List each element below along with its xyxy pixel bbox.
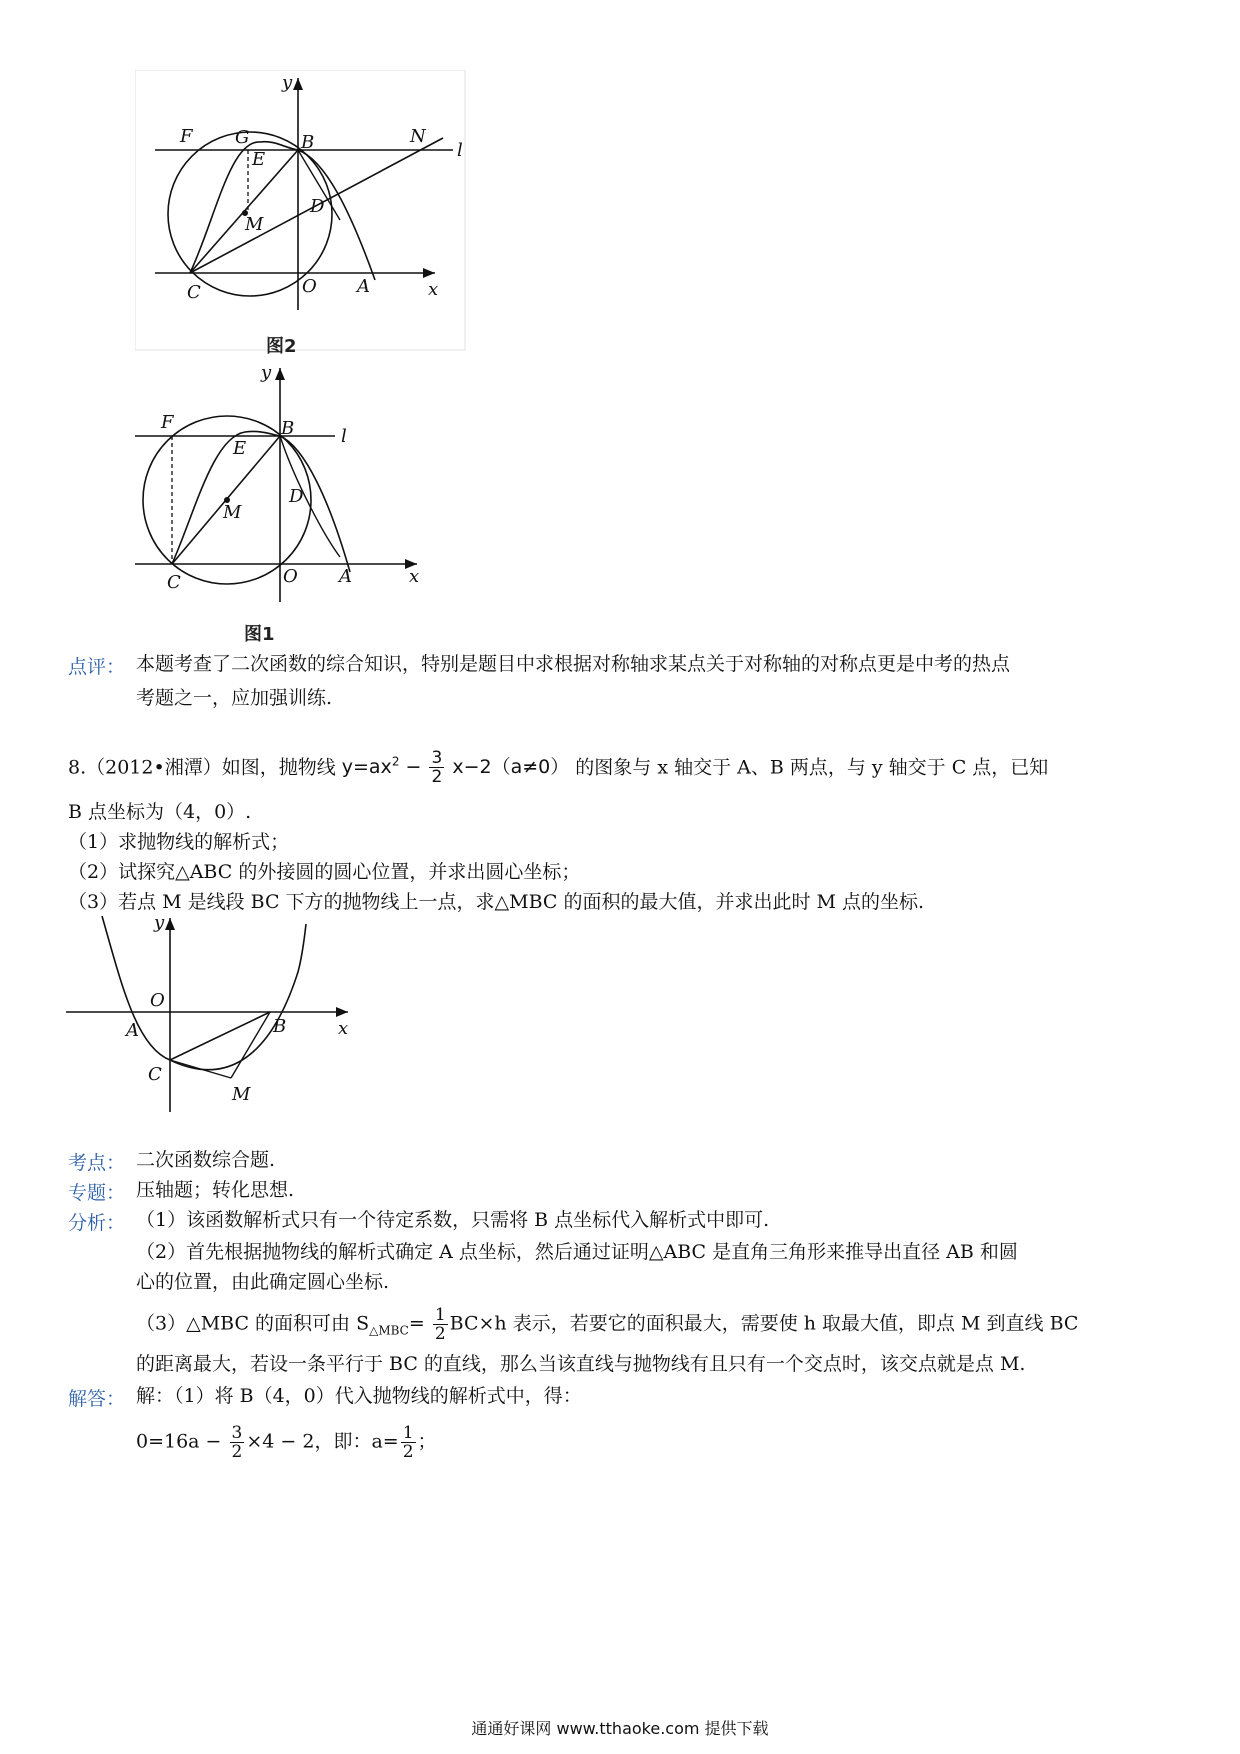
problem-intro: 8.（2012•湘潭）如图，抛物线: [68, 756, 336, 779]
review-line-2: 考题之一，应加强训练.: [136, 687, 333, 709]
half-fraction: [433, 1306, 448, 1343]
page-footer: 通通好课网 www.tthaoke.com 提供下载: [471, 1719, 769, 1738]
label-B: B: [301, 132, 315, 153]
label-M: M: [223, 502, 242, 523]
label-O: O: [283, 566, 298, 587]
equation-middle: ×4 − 2，即：a=: [246, 1430, 399, 1453]
label-l: l: [457, 140, 463, 161]
eq-fraction: [429, 749, 444, 786]
label-G: G: [235, 127, 250, 148]
area-subscript: △MBC: [369, 1323, 409, 1338]
equals-sign: =: [408, 1312, 425, 1335]
three-halves-fraction: [230, 1424, 245, 1461]
figure-1: [135, 362, 435, 612]
eq-part: y=ax: [341, 756, 392, 779]
half-fraction-result: [401, 1424, 416, 1461]
question-3: （3）若点 M 是线段 BC 下方的抛物线上一点，求△MBC 的面积的最大值，并求出此时 M 点的坐标.: [68, 891, 925, 913]
problem-8-line-1: [68, 746, 1048, 786]
label-N: N: [410, 126, 426, 147]
label-x: x: [409, 566, 420, 587]
figure-1-caption: 图1: [244, 624, 275, 645]
label-E: E: [252, 149, 266, 170]
review-tag: 点评：: [68, 656, 126, 678]
jieda-2: [136, 1424, 437, 1461]
label-A: A: [126, 1020, 139, 1041]
fraction-numerator: 3: [431, 748, 443, 769]
fraction-denominator: 2: [231, 1442, 243, 1462]
label-F: F: [161, 412, 174, 433]
fenxi-2b: 心的位置，由此确定圆心坐标.: [136, 1271, 390, 1293]
figure-2-diagram: [135, 70, 475, 360]
label-C: C: [148, 1064, 162, 1085]
label-M: M: [245, 214, 264, 235]
label-y: y: [154, 912, 165, 933]
label-x: x: [338, 1018, 349, 1039]
label-E: E: [233, 438, 247, 459]
fraction-denominator: 2: [434, 1324, 446, 1344]
eq-tail: x−2（a≠0）: [452, 756, 570, 779]
eq-minus: −: [405, 756, 422, 779]
label-O: O: [150, 990, 165, 1011]
parabola-equation: [341, 748, 576, 788]
label-D: D: [310, 196, 325, 217]
eq-exponent: 2: [391, 755, 400, 769]
figure-1-diagram: [135, 362, 435, 612]
fenxi-2a: （2）首先根据抛物线的解析式确定 A 点坐标，然后通过证明△ABC 是直角三角形来推导出直径 AB 和圆: [136, 1241, 1018, 1263]
label-A: A: [357, 276, 370, 297]
label-F: F: [180, 126, 193, 147]
fenxi-3a: [136, 1306, 1078, 1346]
label-B: B: [273, 1016, 287, 1037]
equation-end: ；: [417, 1430, 437, 1453]
fraction-denominator: 2: [431, 767, 443, 788]
figure-2-caption: 图2: [266, 336, 297, 357]
fenxi-1: （1）该函数解析式只有一个待定系数，只需将 B 点坐标代入解析式中即可.: [136, 1209, 770, 1231]
zhuanti-tag: 专题：: [68, 1182, 126, 1204]
label-y: y: [282, 72, 293, 93]
figure-3: [66, 912, 366, 1122]
fenxi-3-start: （3）△MBC 的面积可由 S: [136, 1312, 370, 1335]
label-D: D: [289, 486, 304, 507]
label-M: M: [232, 1084, 251, 1105]
jieda-1: 解：（1）将 B（4，0）代入抛物线的解析式中，得：: [136, 1385, 582, 1407]
fraction-numerator: 1: [402, 1423, 414, 1443]
label-B: B: [281, 418, 295, 439]
fraction-numerator: 3: [231, 1423, 243, 1443]
fenxi-3-rest: BC×h 表示，若要它的面积最大，需要使 h 取最大值，即点 M 到直线 BC: [449, 1312, 1079, 1335]
label-C: C: [167, 572, 181, 593]
label-x: x: [428, 279, 439, 300]
kaodian-tag: 考点：: [68, 1152, 126, 1174]
question-1: （1）求抛物线的解析式；: [68, 831, 290, 853]
fraction-denominator: 2: [402, 1442, 414, 1462]
problem-intro-continued: 的图象与 x 轴交于 A、B 两点，与 y 轴交于 C 点，已知: [575, 756, 1049, 779]
zhuanti-text: 压轴题；转化思想.: [136, 1179, 295, 1201]
kaodian-text: 二次函数综合题.: [136, 1149, 276, 1171]
fraction-numerator: 1: [434, 1305, 446, 1325]
label-O: O: [302, 276, 317, 297]
label-A: A: [339, 566, 352, 587]
problem-8-line-2: B 点坐标为（4，0）.: [68, 801, 252, 823]
review-line-1: 本题考查了二次函数的综合知识，特别是题目中求根据对称轴求某点关于对称轴的对称点更是中考的热点: [136, 653, 1011, 675]
fenxi-3c: 的距离最大，若设一条平行于 BC 的直线，那么当该直线与抛物线有且只有一个交点时，该交点就是点 M.: [136, 1353, 1026, 1375]
fenxi-tag: 分析：: [68, 1212, 126, 1234]
label-C: C: [187, 282, 201, 303]
equation-start: 0=16a −: [136, 1430, 222, 1453]
label-y: y: [261, 362, 272, 383]
label-l: l: [341, 426, 347, 447]
figure-2: [135, 70, 475, 360]
figure-3-diagram: [66, 912, 366, 1122]
question-2: （2）试探究△ABC 的外接圆的圆心位置，并求出圆心坐标；: [68, 861, 581, 883]
jieda-tag: 解答：: [68, 1388, 126, 1410]
